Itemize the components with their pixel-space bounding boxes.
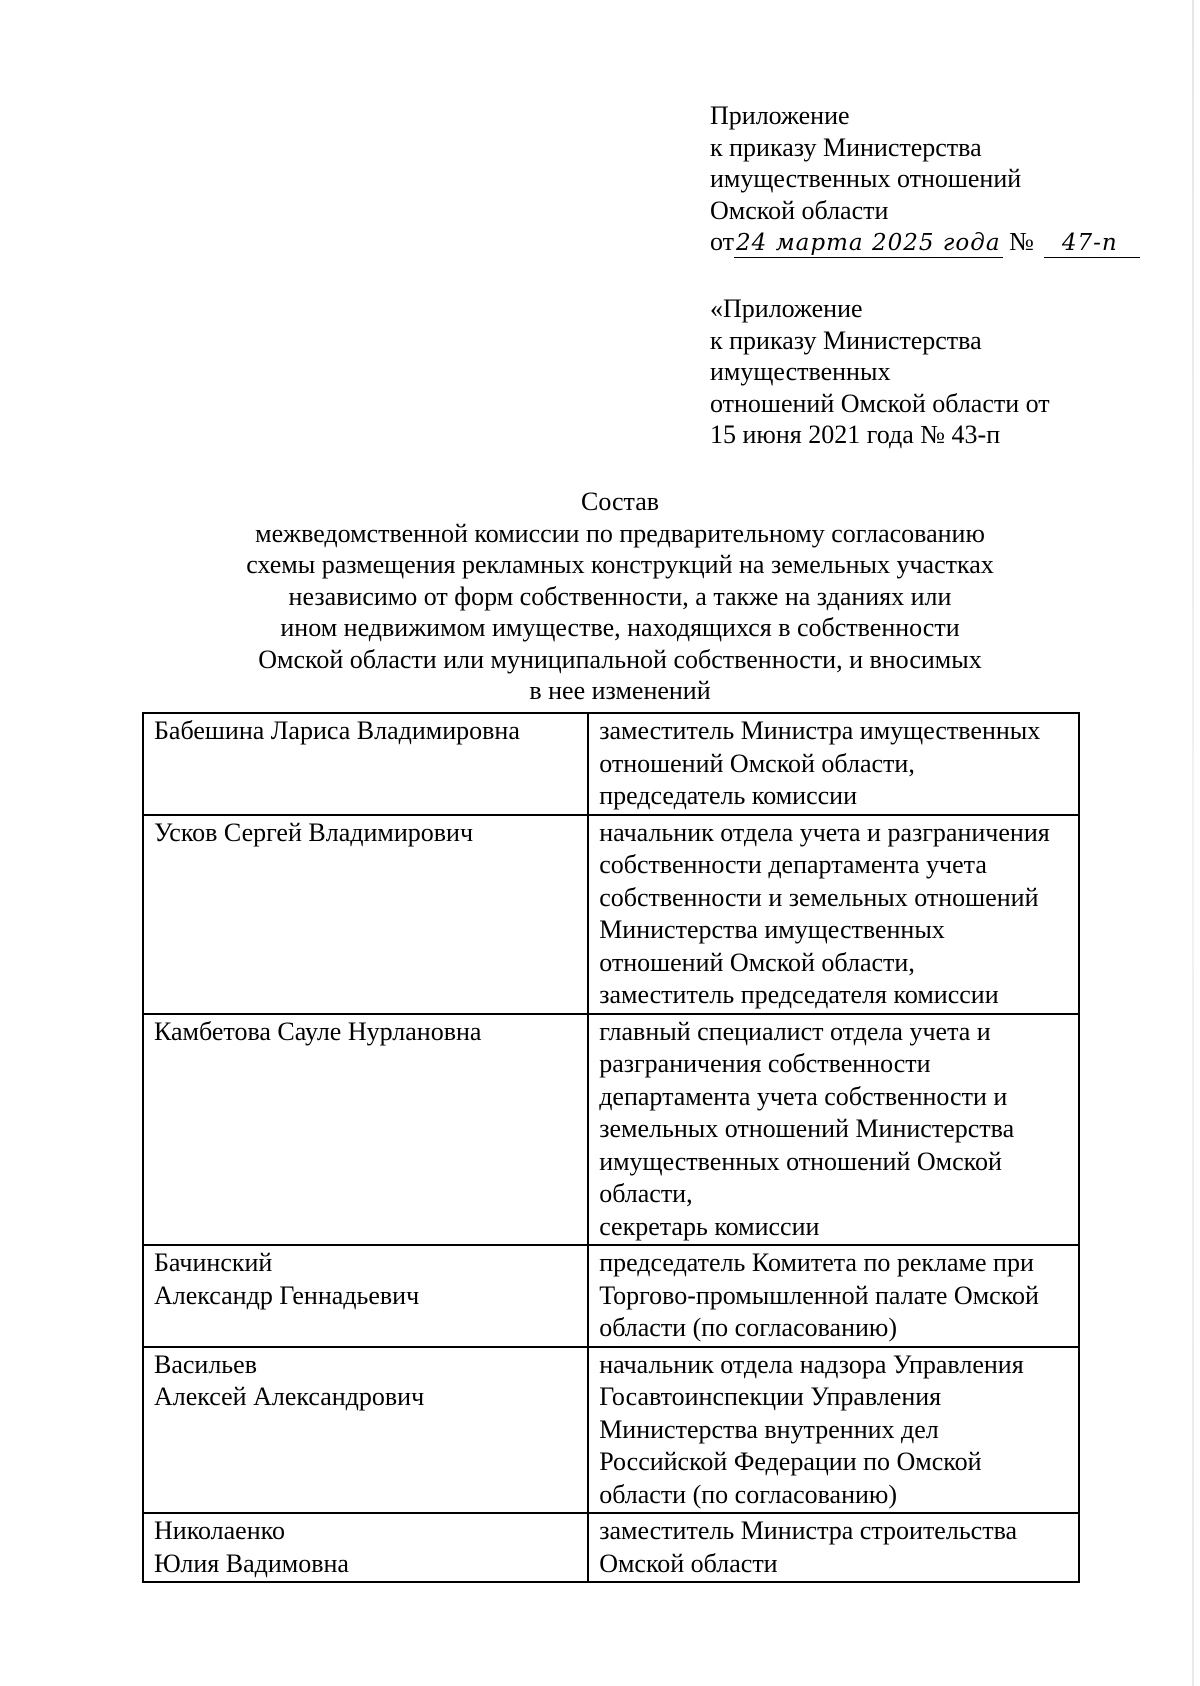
appendix-line: имущественных отношений bbox=[710, 164, 1022, 193]
member-role: Торгово-промышленной палате Омской bbox=[599, 1280, 1039, 1310]
member-role: заместитель Министра имущественных bbox=[599, 716, 1041, 745]
member-role: главный специалист отдела учета и bbox=[599, 1016, 991, 1046]
member-name: Юлия Вадимовна bbox=[154, 1548, 349, 1578]
member-name: Бабешина Лариса Владимировна bbox=[154, 716, 520, 745]
member-role: Госавтоинспекции Управления bbox=[599, 1382, 942, 1411]
member-name: Усков Сергей Владимирович bbox=[154, 817, 474, 847]
member-role-cell bbox=[588, 1513, 1079, 1582]
scan-edge bbox=[1192, 0, 1194, 1686]
members-table-body bbox=[143, 713, 1079, 1582]
heading-line: межведомственной комиссии по предварительному согласованию bbox=[255, 518, 985, 548]
member-role-cell bbox=[588, 1347, 1079, 1514]
member-role: разграничения собственности bbox=[599, 1049, 931, 1078]
prior-appendix-line: 15 июня 2021 года № 43-п bbox=[710, 420, 1001, 449]
member-role: области (по согласованию) bbox=[599, 1313, 897, 1342]
member-role: имущественных отношений Омской bbox=[599, 1146, 1002, 1176]
appendix-line: Омской области bbox=[710, 195, 889, 225]
heading-line: независимо от форм собственности, а также на зданиях или bbox=[288, 581, 952, 611]
member-row bbox=[143, 1014, 1079, 1246]
member-role: Министерства имущественных bbox=[599, 915, 945, 944]
member-row bbox=[143, 713, 1079, 815]
member-role: отношений Омской области, bbox=[599, 748, 915, 778]
order-date-line bbox=[710, 226, 1140, 258]
member-name: Бачинский bbox=[154, 1248, 273, 1277]
member-role: области (по согласованию) bbox=[599, 1479, 897, 1509]
member-role: земельных отношений Министерства bbox=[599, 1114, 1015, 1143]
member-name-cell bbox=[143, 1513, 588, 1582]
member-role-cell bbox=[588, 815, 1079, 1014]
member-role-cell bbox=[588, 713, 1079, 815]
member-name-cell bbox=[143, 1245, 588, 1347]
heading-title: Состав bbox=[580, 487, 660, 516]
member-role: Омской области bbox=[599, 1548, 778, 1578]
member-role: Российской Федерации по Омской bbox=[599, 1447, 982, 1476]
member-name: Алексей Александрович bbox=[154, 1382, 425, 1411]
member-name-cell bbox=[143, 713, 588, 815]
member-role: секретарь комиссии bbox=[599, 1211, 820, 1241]
heading-line: Омской области или муниципальной собственности, и вносимых bbox=[258, 644, 982, 674]
appendix-line: к приказу Министерства bbox=[710, 132, 982, 162]
member-row bbox=[143, 1245, 1079, 1347]
prior-appendix-line: имущественных bbox=[710, 357, 891, 386]
handwritten-number: 47-п bbox=[1044, 229, 1140, 258]
member-name-cell bbox=[143, 815, 588, 1014]
heading-line: схемы размещения рекламных конструкций на земельных участках bbox=[246, 550, 994, 579]
member-role: департамента учета собственности и bbox=[599, 1081, 1008, 1111]
heading-line: ином недвижимом имуществе, находящихся в собственности bbox=[280, 613, 960, 642]
member-name-cell bbox=[143, 1014, 588, 1246]
heading-line: в нее изменений bbox=[529, 676, 711, 705]
handwritten-date: 24 марта 2025 года bbox=[736, 230, 1001, 256]
number-sign: № bbox=[1009, 227, 1034, 256]
member-name-cell bbox=[143, 1347, 588, 1514]
member-role-cell bbox=[588, 1014, 1079, 1246]
member-role: председатель Комитета по рекламе при bbox=[599, 1248, 1034, 1277]
appendix-header bbox=[710, 100, 1140, 258]
appendix-line: Приложение bbox=[710, 101, 850, 130]
member-role: отношений Омской области, bbox=[599, 947, 915, 977]
member-role: заместитель Министра строительства bbox=[599, 1516, 1018, 1545]
prior-appendix bbox=[710, 293, 1050, 451]
members-table bbox=[142, 712, 1080, 1583]
document-heading bbox=[140, 486, 1100, 707]
member-role: собственности и земельных отношений bbox=[599, 882, 1039, 912]
date-prefix: от bbox=[710, 227, 735, 256]
prior-appendix-line: к приказу Министерства bbox=[710, 325, 982, 355]
member-role: собственности департамента учета bbox=[599, 850, 987, 879]
member-role: председатель комиссии bbox=[599, 781, 858, 810]
member-role: области, bbox=[599, 1179, 693, 1208]
member-name: Николаенко bbox=[154, 1516, 285, 1545]
member-role: начальник отдела надзора Управления bbox=[599, 1349, 1024, 1379]
prior-appendix-line: «Приложение bbox=[710, 294, 863, 323]
member-role: начальник отдела учета и разграничения bbox=[599, 817, 1050, 847]
member-name: Васильев bbox=[154, 1349, 257, 1379]
member-role: заместитель председателя комиссии bbox=[599, 980, 999, 1009]
prior-appendix-line: отношений Омской области от bbox=[710, 388, 1050, 418]
member-role: Министерства внутренних дел bbox=[599, 1414, 939, 1444]
member-name: Александр Геннадьевич bbox=[154, 1280, 420, 1310]
member-row bbox=[143, 1513, 1079, 1582]
member-name: Камбетова Сауле Нурлановна bbox=[154, 1016, 482, 1046]
member-row bbox=[143, 815, 1079, 1014]
member-row bbox=[143, 1347, 1079, 1514]
member-role-cell bbox=[588, 1245, 1079, 1347]
